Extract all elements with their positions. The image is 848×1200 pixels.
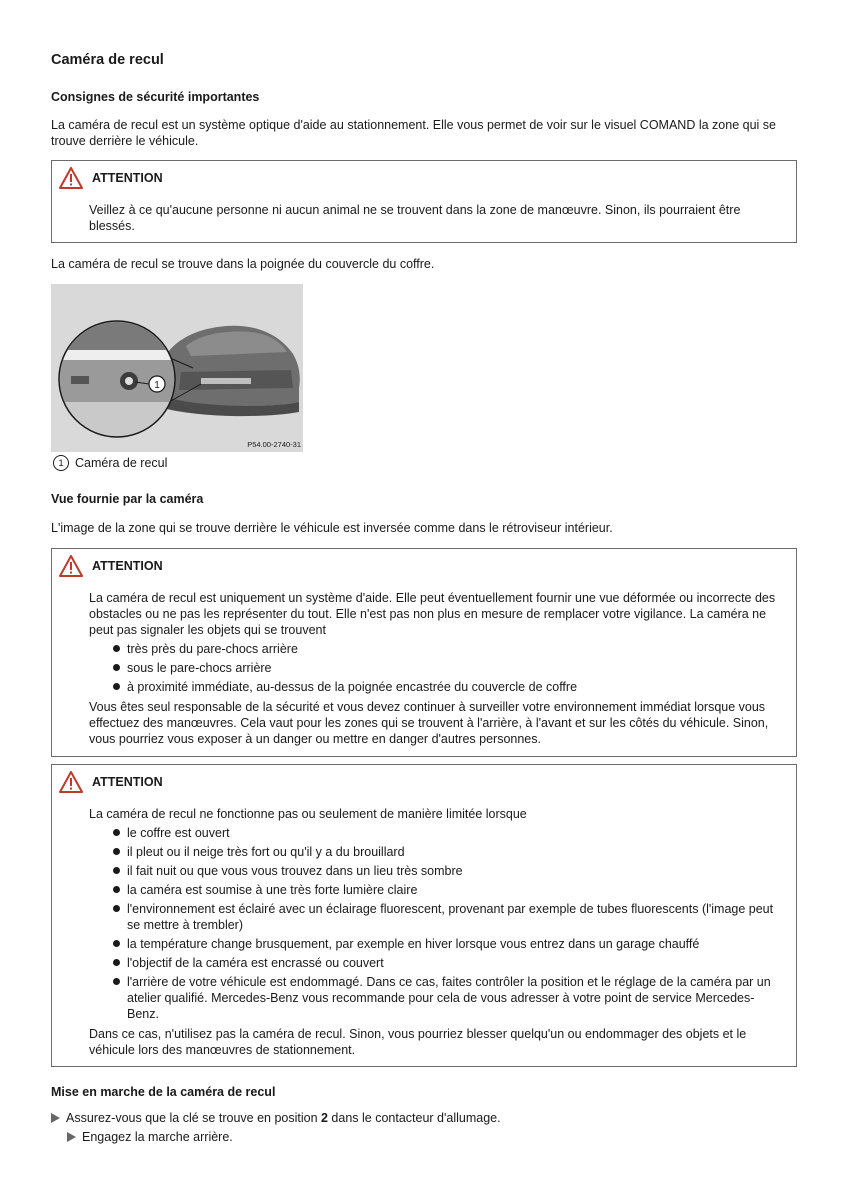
warning-closing: Vous êtes seul responsable de la sécurité et vous devez continuer à surveiller votre environnement immédiat lorsque vous effectuez des manœuvres. Cela vaut pour les zones qui se trouvent à l'arrière, à l'avant et sur les côtés du véhicule. Sinon, vous pourriez vous exposer à un danger ou mettre en danger d'autres personnes. xyxy=(89,700,769,746)
warning-header xyxy=(59,771,163,793)
figure-callout-number: 1 xyxy=(154,380,160,391)
warning-body xyxy=(89,202,786,237)
view-intro: L'image de la zone qui se trouve derrière le véhicule est inversée comme dans le rétroviseur intérieur. xyxy=(51,521,613,535)
figure-caption xyxy=(53,455,167,471)
list-item: très près du pare-chocs arrière xyxy=(89,641,786,657)
warning-header xyxy=(59,555,163,577)
instruction-step xyxy=(67,1129,233,1145)
section-heading-view: Vue fournie par la caméra xyxy=(51,492,204,506)
step-arrow-icon xyxy=(67,1132,76,1142)
warning-triangle-icon xyxy=(59,555,83,577)
warning-bullet-list xyxy=(89,825,786,1022)
list-item: l'objectif de la caméra est encrassé ou couvert xyxy=(89,955,786,971)
step-arrow-icon xyxy=(51,1113,60,1123)
list-item: l'arrière de votre véhicule est endommagé. Dans ce cas, faites contrôler la position et le réglage de la caméra par un atelier qualifié. Mercedes-Benz vous recommande pour cela de vous adresser à votre point de service Mercedes-Benz. xyxy=(89,974,786,1022)
warning-box xyxy=(51,160,797,243)
list-item: la caméra est soumise à une très forte lumière claire xyxy=(89,882,786,898)
list-item: il pleut ou il neige très fort ou qu'il y a du brouillard xyxy=(89,844,786,860)
warning-body xyxy=(89,806,786,1061)
list-item: le coffre est ouvert xyxy=(89,825,786,841)
warning-body xyxy=(89,590,786,750)
warning-box xyxy=(51,764,797,1067)
section-heading-safety: Consignes de sécurité importantes xyxy=(51,90,260,104)
section-heading-activation: Mise en marche de la caméra de recul xyxy=(51,1085,276,1099)
warning-text: Veillez à ce qu'aucune personne ni aucun animal ne se trouvent dans la zone de manœuvre. Sinon, ils pourraient être blessés. xyxy=(89,203,741,233)
warning-text: La caméra de recul ne fonctionne pas ou seulement de manière limitée lorsque xyxy=(89,807,527,821)
warning-text: La caméra de recul est uniquement un système d'aide. Elle peut éventuellement fournir une vue déformée ou incorrecte des obstacles ou ne pas les représenter du tout. Elle n'est pas non plus en mesure de remplacer votre vigilance. La caméra ne peut pas signaler les objets qui se trouvent xyxy=(89,591,776,637)
intro-paragraph: La caméra de recul est un système optique d'aide au stationnement. Elle vous permet de voir sur le visuel COMAND la zone qui se trouve derrière le véhicule. xyxy=(51,118,776,148)
car-rear-illustration xyxy=(51,284,303,452)
list-item: sous le pare-chocs arrière xyxy=(89,660,786,676)
camera-location-text: La caméra de recul se trouve dans la poignée du couvercle du coffre. xyxy=(51,257,435,271)
step-text xyxy=(66,1110,501,1126)
list-item: la température change brusquement, par exemple en hiver lorsque vous entrez dans un garage chauffé xyxy=(89,936,786,952)
figure-code: P54.00-2740-31 xyxy=(247,440,301,449)
page-title: Caméra de recul xyxy=(51,52,164,68)
warning-header xyxy=(59,167,163,189)
camera-location-figure xyxy=(51,284,303,452)
warning-title: ATTENTION xyxy=(92,171,163,185)
warning-triangle-icon xyxy=(59,167,83,189)
list-item: il fait nuit ou que vous vous trouvez dans un lieu très sombre xyxy=(89,863,786,879)
step-text: Engagez la marche arrière. xyxy=(82,1130,233,1144)
warning-title: ATTENTION xyxy=(92,775,163,789)
warning-bullet-list xyxy=(89,641,786,695)
step-text-part: Assurez-vous que la clé se trouve en position xyxy=(66,1111,321,1125)
warning-closing: Dans ce cas, n'utilisez pas la caméra de recul. Sinon, vous pourriez blesser quelqu'un ou endommager des objets et le véhicule lors des manœuvres de stationnement. xyxy=(89,1027,747,1057)
warning-title: ATTENTION xyxy=(92,559,163,573)
warning-box xyxy=(51,548,797,757)
caption-number: 1 xyxy=(53,455,69,471)
list-item: l'environnement est éclairé avec un éclairage fluorescent, provenant par exemple de tubes fluorescents (l'image peut se mettre à trembler) xyxy=(89,901,786,933)
step-text-part: dans le contacteur d'allumage. xyxy=(327,1111,501,1125)
caption-text: Caméra de recul xyxy=(75,456,168,470)
warning-triangle-icon xyxy=(59,771,83,793)
list-item: à proximité immédiate, au-dessus de la poignée encastrée du couvercle de coffre xyxy=(89,679,786,695)
instruction-step xyxy=(51,1110,501,1126)
step-key-position: 2 xyxy=(321,1111,328,1125)
